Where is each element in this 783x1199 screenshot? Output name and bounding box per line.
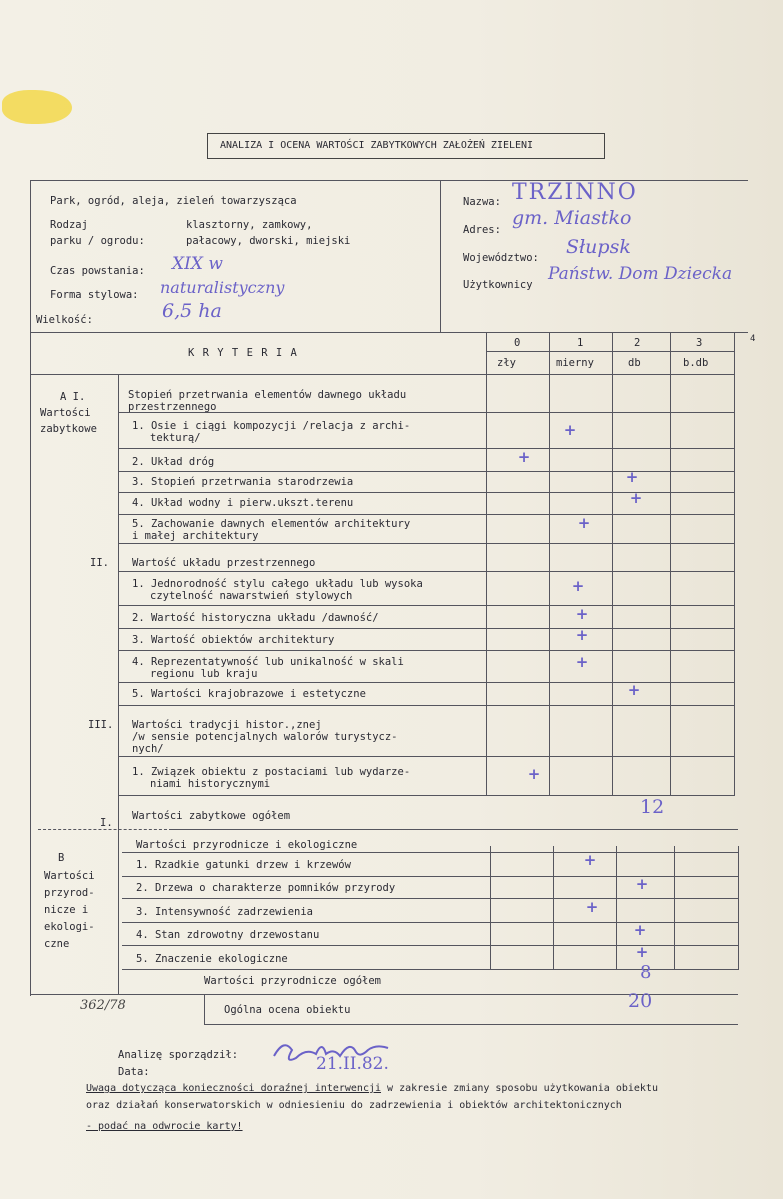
section-b-name-3: nicze i	[44, 904, 89, 916]
g3-row1-mark: +	[527, 765, 541, 783]
note-line-2: oraz działań konserwatorskich w odniesieniu do zadrzewienia i obiektów architektonicznych	[86, 1100, 622, 1111]
col-line-4	[734, 332, 735, 796]
b-row2-mark: +	[635, 875, 649, 893]
row-line	[118, 682, 734, 683]
section-divider-dashed	[38, 829, 172, 830]
g1-row3-l1: 3. Stopień przetrwania starodrzewia	[132, 476, 354, 488]
b-row4-mark: +	[633, 921, 647, 939]
group1-title-1: Stopień przetrwania elementów dawnego układu	[128, 389, 407, 401]
name-label: Nazwa:	[463, 196, 501, 208]
header-mid-line	[486, 351, 734, 352]
overall-left-line	[204, 994, 205, 1024]
user-value: Państw. Dom Dziecka	[548, 264, 733, 284]
g2-row5-mark: +	[627, 681, 641, 699]
total-b-label: Wartości przyrodnicze ogółem	[204, 975, 382, 987]
g1-row2-mark: +	[517, 448, 531, 466]
b-row1-mark: +	[583, 851, 597, 869]
size-label: Wielkość:	[36, 314, 93, 326]
col-line-b4	[738, 846, 739, 970]
g1-row5-l1: 5. Zachowanie dawnych elementów architektury	[132, 518, 411, 530]
g1-row5-mark: +	[577, 514, 591, 532]
note-line-1	[86, 1083, 658, 1095]
g1-row1-mark: +	[563, 421, 577, 439]
total-a-label: Wartości zabytkowe ogółem	[132, 810, 291, 822]
total-b-value: 8	[640, 962, 652, 983]
g1-row2-l1: 2. Układ dróg	[132, 456, 215, 468]
kind-label-2: parku / ogrodu:	[50, 235, 145, 247]
grade-0-num: 0	[514, 337, 521, 349]
g2-row1-l1: 1. Jednorodność stylu całego układu lub wysoka	[132, 578, 423, 590]
note-line-3: - podać na odwrocie karty!	[86, 1121, 243, 1132]
group3-title-3: nych/	[132, 743, 164, 755]
info-bottom	[30, 332, 748, 333]
group3-title-2: /w sensie potencjalnych walorów turystycz-	[132, 731, 398, 743]
row-line	[118, 705, 734, 706]
g2-row1-mark: +	[571, 577, 585, 595]
grade-3-num: 3	[696, 337, 703, 349]
group2-title: Wartość układu przestrzennego	[132, 557, 316, 569]
row-line	[118, 650, 734, 651]
b-row3-l1: 3. Intensywność zadrzewienia	[136, 906, 314, 918]
section-b-name-4: ekologi-	[44, 921, 95, 933]
grade-2-word: db	[628, 357, 641, 369]
origin-value: XIX w	[172, 254, 223, 274]
g2-row2-mark: +	[575, 605, 589, 623]
g1-row5-l2: i małej architektury	[132, 530, 259, 542]
group3-roman: III.	[88, 719, 114, 731]
grade-4-num: 4	[750, 334, 756, 344]
row-line	[122, 898, 738, 899]
yellow-stain	[2, 90, 72, 124]
grade-1-word: mierny	[556, 357, 594, 369]
row-line	[122, 852, 738, 853]
g1-row4-l1: 4. Układ wodny i pierw.ukszt.terenu	[132, 497, 354, 509]
g2-row4-mark: +	[575, 653, 589, 671]
grade-3-word: b.db	[683, 357, 709, 369]
ref-number: 362/78	[80, 998, 126, 1013]
col-line-b1	[553, 846, 554, 970]
col-line-b0	[490, 846, 491, 970]
row-line	[118, 514, 734, 515]
section-a-roman: A I.	[60, 391, 86, 403]
overall-bottom-line	[204, 1024, 738, 1025]
g2-row2-l1: 2. Wartość historyczna układu /dawność/	[132, 612, 379, 624]
user-label: Użytkownicy	[463, 279, 533, 291]
type-label: Park, ogród, aleja, zieleń towarzysząca	[50, 195, 297, 207]
g1-row1-l2: tekturą/	[150, 432, 201, 444]
frame-left	[30, 180, 31, 996]
b-row3-mark: +	[585, 898, 599, 916]
group2-roman: II.	[90, 557, 109, 569]
group3-title-1: Wartości tradycji histor.,znej	[132, 719, 322, 731]
origin-label: Czas powstania:	[50, 265, 145, 277]
col-line-1	[549, 332, 550, 796]
col-line-b3	[674, 846, 675, 970]
total-a-value: 12	[640, 796, 665, 818]
style-value: naturalistyczny	[160, 278, 285, 297]
b-row4-l1: 4. Stan zdrowotny drzewostanu	[136, 929, 320, 941]
col-line-b2	[616, 846, 617, 970]
section-a-name-1: Wartości	[40, 407, 91, 419]
grade-2-num: 2	[634, 337, 641, 349]
section-divider	[172, 829, 738, 830]
g1-row4-mark: +	[629, 489, 643, 507]
row-line	[118, 543, 734, 544]
overall-label: Ogólna ocena obiektu	[224, 1004, 351, 1016]
section-b-roman: I.	[100, 817, 113, 829]
date-label: Data:	[118, 1066, 150, 1078]
criteria-header: K R Y T E R I A	[188, 347, 298, 359]
g2-row4-l2: regionu lub kraju	[150, 668, 258, 680]
kind-values-2: pałacowy, dworski, miejski	[186, 235, 351, 247]
row-line	[118, 756, 734, 757]
note-rest: w zakresie zmiany sposobu użytkowania obiektu	[381, 1083, 658, 1094]
g2-row3-l1: 3. Wartość obiektów architektury	[132, 634, 335, 646]
header-bottom-line	[30, 374, 734, 375]
grade-0-word: zły	[497, 357, 516, 369]
page-title: ANALIZA I OCENA WARTOŚCI ZABYTKOWYCH ZAŁOŻEŃ ZIELENI	[220, 140, 534, 151]
address-label: Adres:	[463, 224, 501, 236]
style-label: Forma stylowa:	[50, 289, 139, 301]
b-row5-l1: 5. Znaczenie ekologiczne	[136, 953, 288, 965]
section-a-name-2: zabytkowe	[40, 423, 97, 435]
b-row1-l1: 1. Rzadkie gatunki drzew i krzewów	[136, 859, 351, 871]
row-line	[118, 412, 734, 413]
section-b-name-2: przyrod-	[44, 887, 95, 899]
g1-row1-l1: 1. Osie i ciągi kompozycji /relacja z archi-	[132, 420, 411, 432]
date-value: 21.II.82.	[316, 1054, 389, 1074]
prepared-label: Analizę sporządził:	[118, 1049, 239, 1061]
g2-row4-l1: 4. Reprezentatywność lub unikalność w skali	[132, 656, 404, 668]
col-line-3	[670, 332, 671, 796]
b-group-title: Wartości przyrodnicze i ekologiczne	[136, 839, 358, 851]
name-value: TRZINNO	[512, 180, 638, 205]
section-b-letter: B	[58, 852, 65, 864]
kind-values-1: klasztorny, zamkowy,	[186, 219, 313, 231]
row-line	[118, 571, 734, 572]
col-line-2	[612, 332, 613, 796]
b-row5-mark: +	[635, 943, 649, 961]
address-value: gm. Miastko	[512, 207, 632, 229]
overall-value: 20	[628, 990, 653, 1012]
section-b-name-1: Wartości	[44, 870, 95, 882]
group1-title-2: przestrzennego	[128, 401, 217, 413]
g3-row1-l2: niami historycznymi	[150, 778, 271, 790]
g2-row1-l2: czytelność nawarstwień stylowych	[150, 590, 353, 602]
grade-1-num: 1	[577, 337, 584, 349]
col-line-0	[486, 332, 487, 796]
g3-row1-l1: 1. Związek obiektu z postaciami lub wydarze-	[132, 766, 411, 778]
info-divider	[440, 180, 441, 332]
size-value: 6,5 ha	[162, 300, 222, 322]
g2-row5-l1: 5. Wartości krajobrazowe i estetyczne	[132, 688, 366, 700]
b-row2-l1: 2. Drzewa o charakterze pomników przyrody	[136, 882, 396, 894]
note-underlined: Uwaga dotycząca konieczności doraźnej interwencji	[86, 1083, 382, 1094]
voivodeship-label: Województwo:	[463, 252, 539, 264]
row-line	[118, 448, 734, 449]
kind-label-1: Rodzaj	[50, 219, 88, 231]
row-line	[118, 471, 734, 472]
voivodeship-value: Słupsk	[566, 236, 631, 258]
criteria-col-line	[118, 374, 119, 994]
row-line	[118, 605, 734, 606]
frame-top	[30, 180, 748, 181]
g2-row3-mark: +	[575, 626, 589, 644]
g1-row3-mark: +	[625, 468, 639, 486]
section-b-name-5: czne	[44, 938, 70, 950]
row-line	[118, 628, 734, 629]
